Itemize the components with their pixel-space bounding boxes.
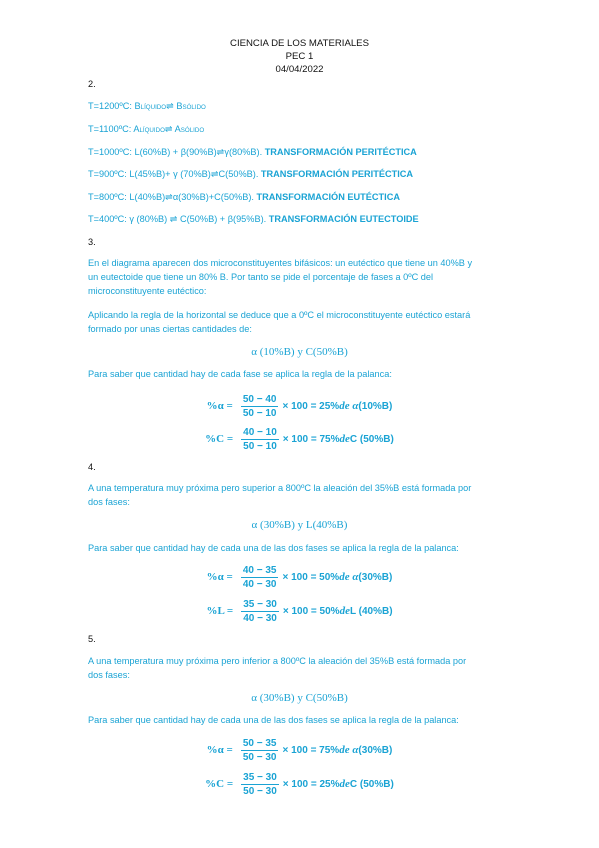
paragraph-line: Para saber que cantidad hay de cada una de las dos fases se aplica la regla de la palanca:: [88, 543, 459, 553]
lever-rule-equation: %C = $\frac{35 - 30}{50 - 30}$ × 100 = 25% de C (50%B): [205, 771, 394, 797]
reaction-400: T=400ºC: γ (80%B) ⇌ C(50%B) + β(95%B). TRANSFORMACIÓN EUTECTOIDE: [88, 214, 419, 224]
section-number-5: 5.: [88, 634, 96, 644]
paragraph-line: Para saber que cantidad hay de cada fase se aplica la regla de la palanca:: [88, 369, 392, 379]
section-number-4: 4.: [88, 462, 96, 472]
course-title: CIENCIA DE LOS MATERIALES: [230, 38, 369, 49]
fraction: $\frac{40 - 35}{40 - 30}$: [242, 564, 277, 590]
fraction: $\frac{40 - 10}{50 - 10}$: [243, 426, 277, 452]
fraction: $\frac{50 - 40}{50 - 10}$: [242, 393, 277, 419]
fraction: $\frac{35 - 30}{40 - 30}$: [243, 598, 277, 624]
document-date: 04/04/2022: [275, 64, 324, 75]
lever-rule-equation: %C = $\frac{40 - 10}{50 - 10}$ × 100 = 75% de C (50%B): [205, 426, 394, 452]
paragraph-line: dos fases:: [88, 670, 130, 680]
phase-composition: α (10%B) y C(50%B): [251, 346, 348, 358]
paragraph-line: A una temperatura muy próxima pero inferior a 800ºC la aleación del 35%B está formada por: [88, 656, 467, 666]
reaction-1100: T=1100ºC: ALÍQUIDO⇌ ASÓLIDO: [88, 124, 205, 134]
paragraph-line: En el diagrama aparecen dos microconstituyentes bifásicos: un eutéctico que tiene un 40%B y: [88, 258, 473, 268]
reaction-1000: T=1000ºC: L(60%B) + β(90%B)⇌γ(80%B). TRANSFORMACIÓN PERITÉCTICA: [88, 147, 417, 157]
phase-composition: α (30%B) y C(50%B): [251, 692, 348, 704]
paragraph-line: un eutectoide que tiene un 80% B. Por tanto se pide el porcentaje de fases a 0ºC del: [88, 272, 434, 282]
section-number-3: 3.: [88, 237, 96, 247]
phase-composition: α (30%B) y L(40%B): [251, 519, 348, 531]
lever-rule-equation: %α = $\frac{40 - 35}{40 - 30}$ × 100 = 50% de α (30%B): [206, 564, 393, 590]
lever-rule-equation: %L = $\frac{35 - 30}{40 - 30}$ × 100 = 50% de L (40%B): [206, 598, 393, 624]
assignment-label: PEC 1: [285, 51, 314, 62]
fraction: $\frac{35 - 30}{50 - 30}$: [243, 771, 277, 797]
paragraph-line: formado por unas ciertas cantidades de:: [88, 324, 252, 334]
paragraph-line: dos fases:: [88, 497, 130, 507]
paragraph-line: Aplicando la regla de la horizontal se deduce que a 0ºC el microconstituyente eutéctico estará: [88, 310, 471, 320]
reaction-1200: T=1200ºC: BLÍQUIDO⇌ BSÓLIDO: [88, 101, 206, 111]
paragraph-line: Para saber que cantidad hay de cada una de las dos fases se aplica la regla de la palanca:: [88, 715, 459, 725]
reaction-800: T=800ºC: L(40%B)⇌α(30%B)+C(50%B). TRANSFORMACIÓN EUTÉCTICA: [88, 192, 400, 202]
reaction-900: T=900ºC: L(45%B)+ γ (70%B)⇌C(50%B). TRANSFORMACIÓN PERITÉCTICA: [88, 169, 414, 179]
lever-rule-equation: %α = $\frac{50 - 35}{50 - 30}$ × 100 = 75% de α (30%B): [206, 737, 393, 763]
lever-rule-equation: %α = $\frac{50 - 40}{50 - 10}$ × 100 = 25% de α (10%B): [206, 393, 393, 419]
paragraph-line: A una temperatura muy próxima pero superior a 800ºC la aleación del 35%B está formada por: [88, 483, 472, 493]
paragraph-line: microconstituyente eutéctico:: [88, 286, 207, 296]
section-number-2: 2.: [88, 79, 96, 89]
fraction: $\frac{50 - 35}{50 - 30}$: [242, 737, 277, 763]
